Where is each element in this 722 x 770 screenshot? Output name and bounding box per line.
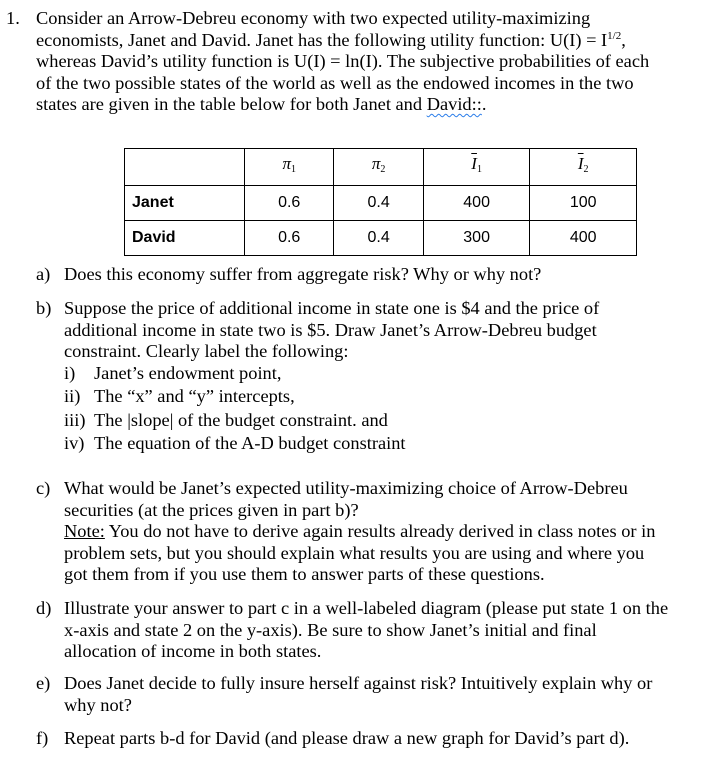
table-cell: 300	[423, 221, 530, 256]
part-c-label: c)	[36, 478, 51, 498]
item-label: i)	[64, 362, 76, 383]
part-d-label: d)	[36, 598, 52, 618]
table-cell: 0.6	[245, 186, 334, 221]
note-text: You do not have to derive again results already derived in class notes or in	[104, 521, 656, 541]
question-intro	[36, 8, 712, 116]
header-income2	[530, 149, 637, 186]
part-a	[36, 264, 712, 286]
header-pi2	[334, 149, 423, 186]
spellcheck-word[interactable]: David::	[426, 94, 482, 114]
intro-line-2	[36, 30, 712, 52]
intro-line-5-end: .	[481, 94, 487, 114]
part-a-label: a)	[36, 264, 51, 284]
part-e-line-2: why not?	[64, 694, 132, 715]
list-item	[64, 433, 712, 455]
header-subscript: 2	[583, 164, 589, 176]
item-label: iv)	[64, 433, 85, 453]
header-subscript: 2	[380, 164, 386, 176]
table-cell: 0.4	[334, 186, 423, 221]
part-b	[36, 298, 712, 455]
row-label-david: David	[125, 221, 245, 256]
item-text: The “x” and “y” intercepts,	[94, 386, 295, 406]
intro-line-5-text: states are given in the table below for both Janet and	[36, 94, 427, 114]
header-subscript: 1	[290, 164, 296, 176]
item-label: ii)	[64, 386, 81, 406]
item-label: iii)	[64, 409, 86, 430]
intro-line-5	[36, 94, 712, 116]
part-a-text: Does this economy suffer from aggregate risk? Why or why not?	[64, 264, 542, 284]
intro-line-2-end: ,	[621, 29, 626, 50]
item-text: The equation of the A-D budget constraint	[94, 433, 406, 453]
part-d-line-2: x-axis and state 2 on the y-axis). Be sure to show Janet’s initial and final	[64, 619, 597, 640]
header-symbol: $\overline{I}$	[471, 154, 477, 174]
part-c-line-1: What would be Janet’s expected utility-maximizing choice of Arrow-Debreu	[64, 478, 628, 498]
intro-line-2-text: economists, Janet and David. Janet has the following utility function: U(I) = I	[36, 29, 608, 50]
intro-line-4: of the two possible states of the world as well as the endowed incomes in the two	[36, 72, 634, 93]
exponent: 1/2	[607, 29, 622, 42]
part-e	[36, 673, 712, 716]
part-e-label: e)	[36, 673, 51, 693]
table-cell: 0.6	[245, 221, 334, 256]
part-c-note-line-2: problem sets, but you should explain what results you are using and where you	[64, 542, 645, 563]
part-f-label: f)	[36, 728, 49, 748]
header-symbol: $\overline{I}$	[577, 154, 584, 174]
row-label-janet: Janet	[125, 186, 245, 221]
note-label: Note:	[64, 521, 105, 541]
item-text: Janet’s endowment point,	[94, 362, 282, 383]
part-b-line-3: constraint. Clearly label the following:	[64, 341, 349, 361]
list-item	[64, 386, 712, 408]
item-text: The |slope| of the budget constraint. and	[94, 409, 388, 430]
header-symbol: π	[371, 154, 381, 174]
probability-income-table	[124, 148, 637, 256]
part-e-line-1: Does Janet decide to fully insure herself against risk? Intuitively explain why or	[64, 673, 653, 693]
part-c-line-2: securities (at the prices given in part b)?	[64, 499, 359, 520]
question-number: 1.	[6, 8, 20, 28]
table-cell: 0.4	[334, 221, 423, 256]
list-item	[64, 363, 712, 385]
part-f	[36, 728, 712, 750]
table-row	[125, 221, 637, 256]
header-symbol: π	[282, 154, 291, 174]
part-d	[36, 598, 712, 663]
header-pi1	[245, 149, 334, 186]
part-b-label: b)	[36, 298, 52, 318]
list-item	[64, 410, 712, 432]
part-c-note-line-3: got them from if you use them to answer parts of these questions.	[64, 564, 545, 584]
part-b-line-1: Suppose the price of additional income in state one is $4 and the price of	[64, 298, 600, 318]
part-c	[36, 478, 712, 586]
header-subscript: 1	[476, 164, 482, 176]
part-d-line-1: Illustrate your answer to part c in a well-labeled diagram (please put state 1 on the	[64, 598, 669, 618]
header-income1	[423, 149, 530, 186]
part-c-note-line-1	[64, 521, 712, 543]
part-d-line-3: allocation of income in both states.	[64, 641, 322, 661]
intro-line-1: Consider an Arrow-Debreu economy with two expected utility-maximizing	[36, 8, 591, 28]
part-b-line-2: additional income in state two is $5. Draw Janet’s Arrow-Debreu budget	[64, 319, 597, 340]
table-corner-cell	[125, 149, 245, 186]
table-cell: 400	[423, 186, 530, 221]
table-cell: 400	[530, 221, 637, 256]
table-header-row	[125, 149, 637, 186]
intro-line-3: whereas David’s utility function is U(I) = ln(I). The subjective probabilities of each	[36, 51, 650, 71]
table-cell: 100	[530, 186, 637, 221]
table-row	[125, 186, 637, 221]
part-f-text: Repeat parts b-d for David (and please draw a new graph for David’s part d).	[64, 728, 630, 748]
